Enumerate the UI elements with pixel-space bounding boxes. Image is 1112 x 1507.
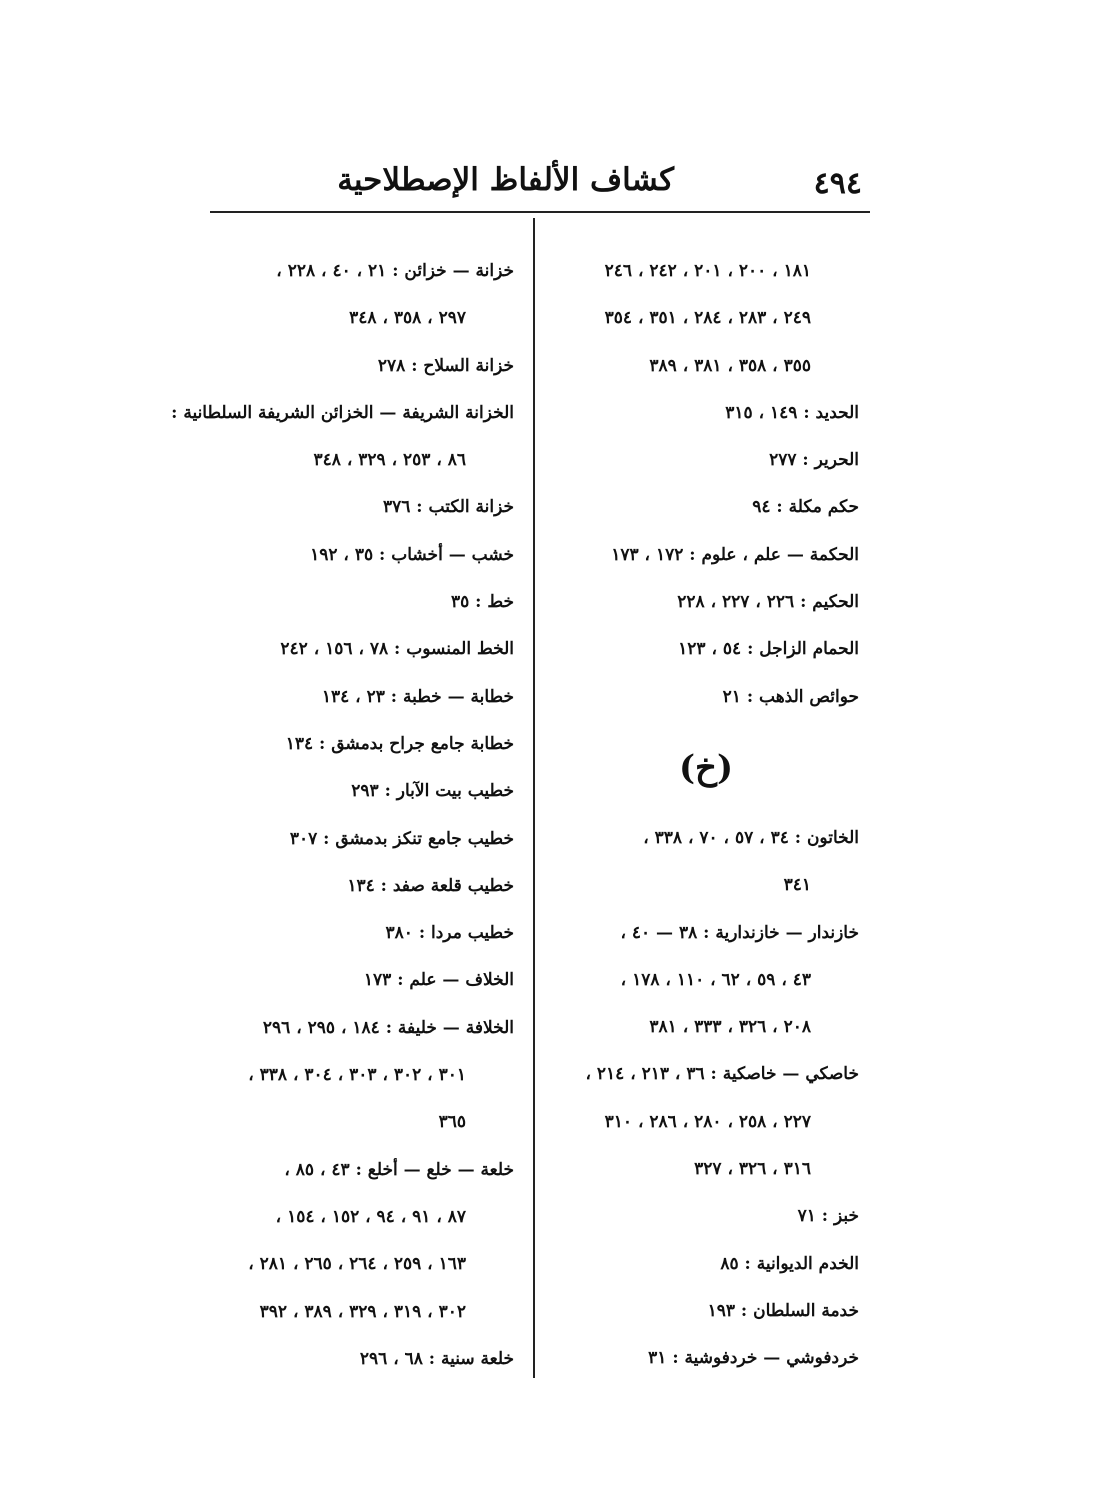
index-entry: حوائص الذهب : ٢١ bbox=[722, 686, 859, 707]
page-title: كشاف الألفاظ الإصطلاحية bbox=[337, 162, 674, 198]
column-divider bbox=[533, 218, 535, 1378]
index-entry: خبز : ٧١ bbox=[797, 1206, 859, 1227]
index-entry: خطيب بيت الآبار : ٢٩٣ bbox=[351, 781, 514, 802]
index-entry: خاصكي — خاصكية : ٣٦ ، ٢١٣ ، ٢١٤ ، bbox=[585, 1064, 859, 1085]
index-entry: خطابة — خطبة : ٢٣ ، ١٣٤ bbox=[321, 686, 514, 707]
index-entry: خط : ٣٥ bbox=[450, 592, 514, 613]
index-entry: خطابة جامع جراح بدمشق : ١٣٤ bbox=[285, 733, 514, 754]
index-entry-continuation: ٣٠١ ، ٣٠٢ ، ٣٠٣ ، ٣٠٤ ، ٣٣٨ ، bbox=[248, 1065, 466, 1086]
index-entry: الخلاف — علم : ١٧٣ bbox=[363, 970, 514, 991]
index-entry-continuation: ٣٤١ bbox=[783, 875, 811, 896]
index-entry: خلعة — خلع — أخلع : ٤٣ ، ٨٥ ، bbox=[284, 1159, 514, 1180]
index-entry-continuation: ١٦٣ ، ٢٥٩ ، ٢٦٤ ، ٢٦٥ ، ٢٨١ ، bbox=[248, 1254, 466, 1275]
page-header bbox=[210, 158, 870, 208]
index-entry-continuation: ٤٣ ، ٥٩ ، ٦٢ ، ١١٠ ، ١٧٨ ، bbox=[620, 969, 811, 990]
index-entry: الخاتون : ٣٤ ، ٥٧ ، ٧٠ ، ٣٣٨ ، bbox=[643, 827, 859, 848]
index-entry: خلعة سنية : ٦٨ ، ٢٩٦ bbox=[359, 1348, 514, 1369]
index-entry: خطيب مردا : ٣٨٠ bbox=[385, 923, 514, 944]
index-entry-continuation: ٣٥٥ ، ٣٥٨ ، ٣٨١ ، ٣٨٩ bbox=[649, 355, 811, 376]
index-entry: خشب — أخشاب : ٣٥ ، ١٩٢ bbox=[310, 544, 514, 565]
index-entry: خردفوشي — خردفوشية : ٣١ bbox=[648, 1348, 859, 1369]
header-rule bbox=[210, 211, 870, 213]
index-entry-continuation: ٨٦ ، ٢٥٣ ، ٣٢٩ ، ٣٤٨ bbox=[313, 450, 466, 471]
index-entry: خزانة الكتب : ٣٧٦ bbox=[382, 497, 514, 518]
index-entry: خطيب جامع تنكز بدمشق : ٣٠٧ bbox=[289, 828, 514, 849]
index-entry: الحرير : ٢٧٧ bbox=[769, 450, 859, 471]
index-entry: خزانة — خزائن : ٢١ ، ٤٠ ، ٢٢٨ ، bbox=[276, 261, 514, 281]
left-column bbox=[171, 248, 514, 1383]
index-entry: الخزانة الشريفة — الخزائن الشريفة السلطانية : bbox=[171, 402, 514, 423]
index-entry-continuation: ٣٦٥ bbox=[438, 1112, 466, 1133]
index-entry: خطيب قلعة صفد : ١٣٤ bbox=[347, 875, 514, 896]
index-entry: الحديد : ١٤٩ ، ٣١٥ bbox=[725, 402, 859, 423]
index-entry: الحمام الزاجل : ٥٤ ، ١٢٣ bbox=[678, 639, 859, 660]
index-entry-continuation: ١٨١ ، ٢٠٠ ، ٢٠١ ، ٢٤٢ ، ٢٤٦ bbox=[604, 261, 811, 281]
index-entry: حكم مكلة : ٩٤ bbox=[752, 497, 859, 518]
index-entry-continuation: ٢٤٩ ، ٢٨٣ ، ٢٨٤ ، ٣٥١ ، ٣٥٤ bbox=[604, 308, 811, 329]
right-column bbox=[553, 248, 859, 1383]
index-entry-continuation: ٣١٦ ، ٣٢٦ ، ٣٢٧ bbox=[694, 1159, 811, 1180]
index-entry-continuation: ٢٩٧ ، ٣٥٨ ، ٣٤٨ bbox=[349, 308, 466, 329]
index-entry: الخلافة — خليفة : ١٨٤ ، ٢٩٥ ، ٢٩٦ bbox=[262, 1017, 514, 1038]
index-entry: الخدم الديوانية : ٨٥ bbox=[720, 1253, 859, 1274]
index-entry: خازندار — خازندارية : ٣٨ — ٤٠ ، bbox=[620, 922, 859, 943]
index-entry: الخط المنسوب : ٧٨ ، ١٥٦ ، ٢٤٢ bbox=[280, 639, 514, 660]
index-entry: خدمة السلطان : ١٩٣ bbox=[707, 1300, 859, 1321]
index-entry: الحكمة — علم ، علوم : ١٧٢ ، ١٧٣ bbox=[611, 544, 859, 565]
section-heading: (خ) bbox=[678, 747, 734, 788]
index-entry: الحكيم : ٢٢٦ ، ٢٢٧ ، ٢٢٨ bbox=[677, 592, 859, 613]
index-entry-continuation: ٣٠٢ ، ٣١٩ ، ٣٢٩ ، ٣٨٩ ، ٣٩٢ bbox=[259, 1301, 466, 1322]
index-entry-continuation: ٨٧ ، ٩١ ، ٩٤ ، ١٥٢ ، ١٥٤ ، bbox=[275, 1206, 466, 1227]
index-entry-continuation: ٢٢٧ ، ٢٥٨ ، ٢٨٠ ، ٢٨٦ ، ٣١٠ bbox=[604, 1111, 811, 1132]
index-entry-continuation: ٢٠٨ ، ٣٢٦ ، ٣٣٣ ، ٣٨١ bbox=[649, 1017, 811, 1038]
page-number: ٤٩٤ bbox=[813, 166, 862, 201]
index-entry: خزانة السلاح : ٢٧٨ bbox=[377, 355, 514, 376]
